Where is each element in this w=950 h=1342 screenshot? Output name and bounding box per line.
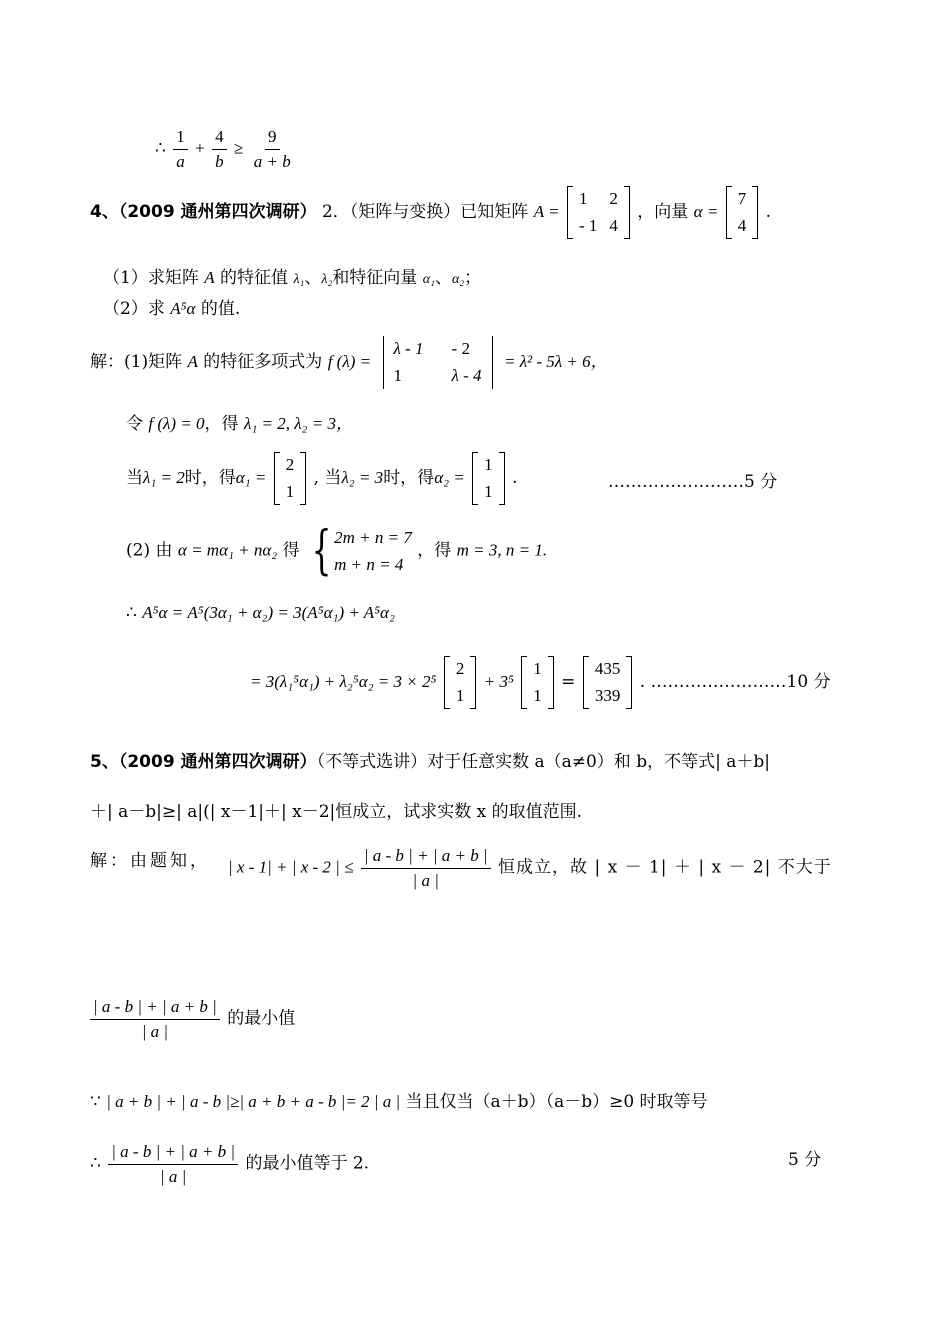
expression: α₁ = [235, 468, 267, 488]
solution-5-line-1 [90, 846, 210, 871]
expression: λ₁ = 2 [143, 468, 185, 488]
solution-text: , 当 [313, 468, 342, 489]
conclusion-line [155, 127, 296, 171]
vector-label-text: ，向量 [637, 202, 689, 223]
solution-text: 解：由题知， [90, 851, 210, 871]
separator: 、 [434, 268, 452, 288]
period: . [512, 468, 518, 489]
part-text: （1）求矩阵 [103, 268, 199, 288]
eigenvector-1 [274, 452, 307, 505]
solution-4-line-5 [126, 603, 395, 623]
expression: m = 3, n = 1. [456, 540, 548, 560]
solution-text: ，得 [417, 540, 452, 561]
fraction-9-over-a-plus-b [251, 127, 294, 171]
fraction-4-over-b [212, 127, 227, 171]
separator: 、 [304, 268, 322, 288]
solution-text: 的最小值等于 2. [245, 1153, 370, 1174]
solution-text: 恒成立，故 | x － 1| ＋ | x － 2| 不大于 [498, 857, 832, 878]
solution-4-line-3 [126, 452, 517, 505]
denominator: | a | [412, 870, 439, 890]
question-source: （2009 通州第四次调研） [118, 202, 317, 223]
expression: λ₁ = 2, λ₂ = 3， [243, 414, 353, 433]
matrix-cell: 339 [594, 685, 621, 705]
expression: A⁵α = A⁵(3α₁ + α₂) = 3(A⁵α₁) + A⁵α₂ [142, 603, 395, 622]
brace: { [311, 521, 332, 582]
geq-sign: ≥ [234, 138, 244, 158]
matrix-A [567, 186, 630, 239]
matrix-cell: 4 [737, 215, 747, 235]
vector-alpha [726, 186, 759, 239]
solution-5-min-line [88, 997, 295, 1041]
numerator: 4 [212, 127, 227, 150]
matrix-cell: 2 [285, 455, 295, 474]
matrix-cell: 1 [393, 365, 402, 385]
plus-sign: + [195, 138, 205, 158]
result-matrix-2 [521, 656, 554, 709]
solution-4-line-6 [250, 656, 831, 709]
therefore-symbol: ∴ [126, 603, 137, 623]
numerator: 1 [173, 127, 188, 150]
expression: α₂ = [434, 468, 465, 488]
vector-alpha-label: α = [693, 202, 719, 222]
question-4-part-1 [103, 263, 481, 288]
matrix-cell: - 2 [451, 339, 470, 358]
part-text: 的特征值 [220, 268, 289, 288]
because-symbol: ∵ [90, 1092, 101, 1112]
denominator: | a | [141, 1021, 169, 1041]
solution-text: 时，得 [184, 468, 236, 489]
solution-4-line-2 [126, 409, 353, 434]
score-5-final: 5 分 [788, 1150, 822, 1170]
equation: 2m + n = 7 [334, 528, 412, 547]
matrix-cell: 2 [455, 659, 465, 678]
symbol: α₁ [422, 272, 435, 287]
question-5-line-2 [90, 797, 582, 822]
solution-5-therefore-line [90, 1142, 369, 1186]
expression: f (λ) = [327, 352, 372, 372]
equals-sign: = [561, 672, 576, 693]
solution-text: 当且仅当（a＋b）（a－b）≥0 时取等号 [405, 1092, 708, 1112]
numerator: | a - b | + | a + b | [108, 1142, 238, 1165]
matrix-cell: 7 [737, 189, 747, 208]
expression: | a + b | + | a - b |≥| a + b + a - b |= 2 | a | [106, 1092, 401, 1111]
symbol: λ₂ [321, 272, 333, 287]
solution-4-line-1 [90, 336, 608, 389]
part-text: ； [464, 268, 482, 288]
question-source: （2009 通州第四次调研） [118, 752, 317, 772]
fraction-abs [361, 846, 491, 890]
expression: A⁵α [170, 299, 196, 318]
denominator: b [215, 151, 224, 171]
equation: m + n = 4 [334, 555, 404, 575]
solution-text: 解：(1)矩阵 [90, 352, 183, 373]
matrix-cell: 1 [484, 455, 493, 474]
solution-text: ，得 [204, 414, 239, 434]
question-number: 4、 [90, 202, 119, 223]
denominator: a [176, 151, 185, 171]
result-matrix-1 [444, 656, 477, 709]
matrix-cell: 435 [594, 659, 621, 678]
solution-text: 时，得 [383, 468, 435, 489]
denominator: a + b [253, 151, 291, 171]
matrix-cell: λ - 4 [451, 365, 482, 385]
matrix-cell: 1 [285, 481, 295, 501]
matrix-cell: 1 [533, 659, 542, 678]
matrix-A-label: A = [533, 202, 560, 222]
question-4-part-2 [103, 294, 240, 319]
score-10: . ……………………10 分 [639, 672, 831, 693]
expression: f (λ) = 0 [148, 414, 205, 433]
expression: λ₂ = 3 [341, 468, 384, 488]
question-intro: 2．（矩阵与变换）已知矩阵 [321, 202, 529, 223]
solution-text: 的最小值 [227, 1008, 296, 1029]
question-number: 5、 [90, 752, 119, 772]
period: . [765, 202, 772, 223]
part-text: 和特征向量 [332, 268, 418, 288]
matrix-cell: 1 [578, 189, 588, 208]
result-matrix-3 [583, 656, 633, 709]
fraction-abs [108, 1142, 238, 1186]
part-text: 的值. [200, 299, 241, 319]
matrix-cell: 1 [533, 685, 542, 705]
question-text: ＋| a－b|≥| a|(| x－1|＋| x－2|恒成立，试求实数 x 的取值范围. [90, 802, 583, 822]
expression: α = mα₁ + nα₂ [177, 540, 278, 560]
therefore-symbol: ∴ [90, 1153, 101, 1174]
question-4-header [90, 186, 771, 239]
expression: = 3(λ₁⁵α₁) + λ₂⁵α₂ = 3 × 2⁵ [250, 672, 437, 692]
solution-text: (2) 由 [126, 540, 173, 561]
matrix-cell: 1 [484, 481, 493, 501]
numerator: | a - b | + | a + b | [361, 846, 491, 869]
numerator: | a - b | + | a + b | [90, 997, 220, 1020]
matrix-cell: 1 [455, 685, 465, 705]
matrix-cell: 2 [609, 189, 618, 208]
solution-text: 当 [126, 468, 143, 489]
question-text: （不等式选讲）对于任意实数 a（a≠0）和 b，不等式| a＋b| [316, 752, 770, 772]
determinant [379, 336, 497, 389]
solution-5-because-line [90, 1087, 708, 1112]
question-5-line-1 [90, 747, 770, 772]
fraction-1-over-a [173, 127, 188, 171]
solution-4-line-4 [126, 521, 548, 582]
symbol: A [204, 268, 215, 287]
eigenvector-2 [472, 452, 505, 505]
expression: = λ² - 5λ + 6， [503, 352, 608, 372]
denominator: | a | [159, 1166, 187, 1186]
part-text: （2）求 [103, 299, 165, 319]
numerator: 9 [265, 127, 280, 150]
score-5: ……………………5 分 [608, 472, 778, 492]
equation-system [305, 521, 412, 582]
symbol: A [187, 352, 198, 372]
fraction-abs [90, 997, 220, 1041]
expression: + 3⁵ [483, 672, 514, 692]
solution-5-inequality [228, 846, 832, 890]
symbol: λ₁ [293, 272, 305, 287]
matrix-cell: λ - 1 [393, 339, 424, 358]
solution-text: 得 [282, 540, 300, 561]
solution-text: 令 [126, 414, 143, 434]
expression: | x - 1| + | x - 2 | ≤ [228, 857, 354, 877]
therefore-symbol: ∴ [155, 138, 166, 159]
matrix-cell: - 1 [578, 215, 598, 235]
symbol: α₂ [451, 272, 465, 287]
matrix-cell: 4 [609, 215, 618, 235]
solution-text: 的特征多项式为 [203, 352, 323, 373]
